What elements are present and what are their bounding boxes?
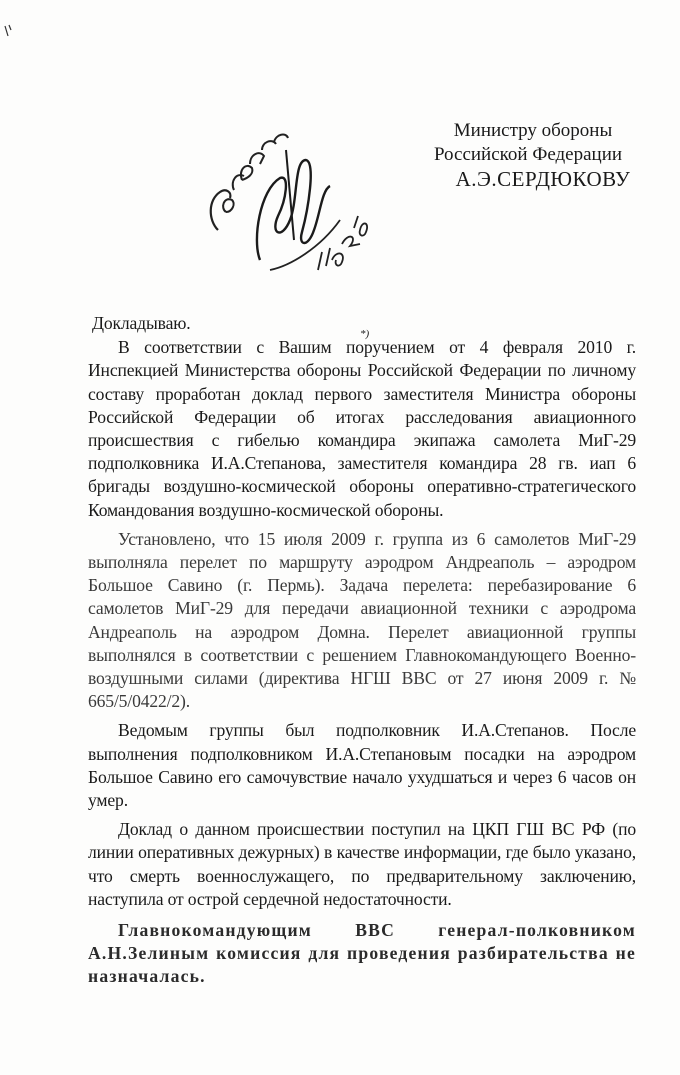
- corner-mark-icon: [4, 24, 12, 38]
- opening-line: Докладываю.: [92, 313, 191, 333]
- report-body: [88, 312, 636, 989]
- paragraph-2: Установлено, что 15 июля 2009 г. группа из 6 самолетов МиГ-29 выполняла перелет по маршруту аэродром Андреаполь – аэродром Большое Савино (г. Пермь). Задача перелета: перебазирование 6 самолетов МиГ-29 для передачи авиационной техники с аэродрома Андреаполь на аэродром Домна. Перелет авиационной группы выполнялся в соответствии с решением Главнокомандующего Военно-воздушными силами (директива НГШ ВВС от 27 июня 2009 г. № 665/5/0422/2).: [88, 528, 636, 712]
- addressee-name: А.Э.СЕРДЮКОВУ: [455, 167, 631, 191]
- addressee-organization: Российской Федерации: [433, 144, 623, 165]
- addressee-title: Министру обороны: [453, 120, 613, 141]
- addressee-block: [398, 119, 658, 191]
- paragraph-3: Ведомым группы был подполковник И.А.Степанов. После выполнения подполковником И.А.Степановым посадки на аэродром Большое Савино его самочувствие начало ухудшаться и через 6 часов он умер.: [88, 720, 636, 811]
- handwritten-resolution-signature: [190, 120, 370, 300]
- paragraph-5: Главнокомандующим ВВС генерал-полковником А.Н.Зелиным комиссия для проведения разбирательства не назначалась.: [88, 920, 636, 987]
- paragraph-1: В соответствии с Вашим поручением от 4 февраля 2010 г. Инспекцией Министерства обороны Российской Федерации по личному составу проработан доклад первого заместителя Министра обороны Российской Федерации об итогах расследования авиационного происшествия с гибелью командира экипажа самолета МиГ-29 подполковника И.А.Степанова, заместителя командира 28 гв. иап 6 бригады воздушно-космической обороны оперативно-стратегического Командования воздушно-космической обороны.: [88, 337, 636, 520]
- footnote-mark: *): [360, 328, 370, 340]
- paragraph-4: Доклад о данном происшествии поступил на ЦКП ГШ ВС РФ (по линии оперативных дежурных) в качестве информации, где было указано, что смерть военнослужащего, по предварительному заключению, наступила от острой сердечной недостаточности.: [88, 819, 636, 909]
